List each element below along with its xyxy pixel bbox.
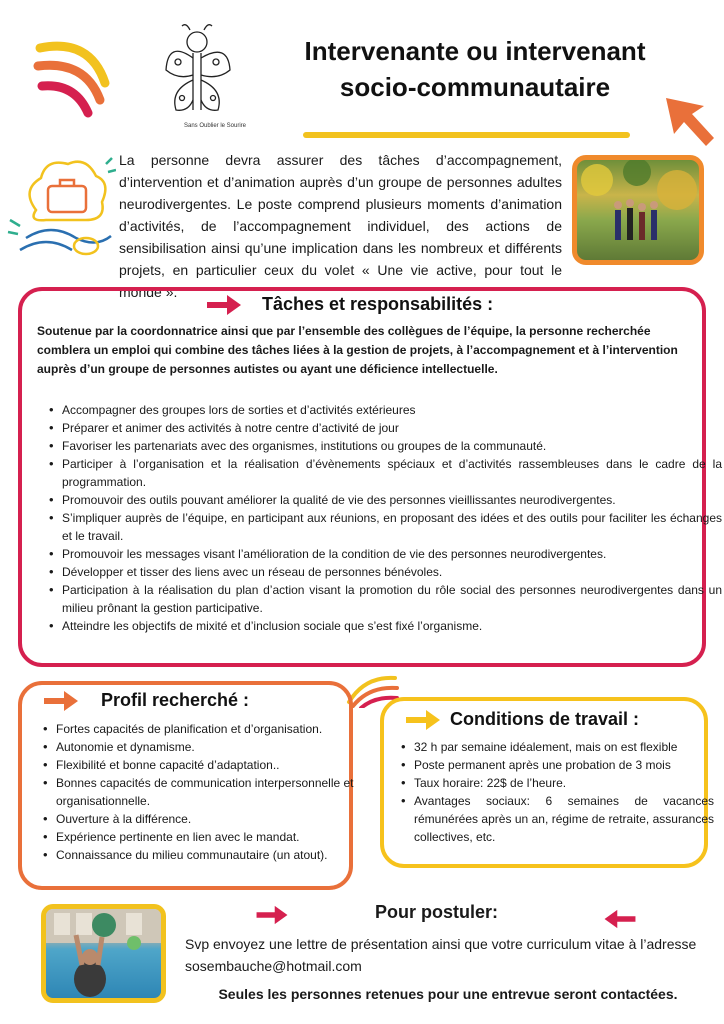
arrow-right-icon <box>256 905 288 925</box>
arrow-right-icon <box>406 709 440 731</box>
butterfly-logo <box>158 20 238 122</box>
list-item: • Développer et tisser des liens avec un réseau de personnes bénévoles. <box>62 563 722 581</box>
list-item: • Poste permanent après une probation de 3 mois <box>414 756 714 774</box>
taches-list <box>46 401 722 635</box>
apply-footer-note: Seules les personnes retenues pour une entrevue seront contactées. <box>218 986 678 1002</box>
list-item: • Connaissance du milieu communautaire (un atout). <box>56 846 356 864</box>
conditions-list <box>398 738 714 846</box>
profil-list <box>40 720 356 864</box>
list-item: • Promouvoir des outils pouvant améliorer la qualité de vie des personnes vieillissantes neurodivergentes. <box>62 491 722 509</box>
pool-activity-photo <box>41 904 166 1003</box>
list-item: • Promouvoir les messages visant l’amélioration de la condition de vie des personnes neurodivergentes. <box>62 545 722 563</box>
swirl-decoration <box>30 38 125 118</box>
page-title <box>290 34 660 106</box>
list-item: • Préparer et animer des activités à notre centre d’activité de jour <box>62 419 722 437</box>
list-item: • Expérience pertinente en lien avec le mandat. <box>56 828 356 846</box>
list-item: • Participer à l’organisation et la réalisation d’évènements spéciaux et d’activités rassembleuses dans le cadre de la programmation. <box>62 455 722 491</box>
list-item: • Ouverture à la différence. <box>56 810 356 828</box>
arrow-right-icon <box>44 690 78 712</box>
list-item: • 32 h par semaine idéalement, mais on est flexible <box>414 738 714 756</box>
title-underline <box>303 132 630 138</box>
taches-heading: Tâches et responsabilités : <box>262 294 494 314</box>
list-item: • Fortes capacités de planification et d’organisation. <box>56 720 356 738</box>
title-line-2: socio-communautaire <box>339 71 611 102</box>
briefcase-illustration <box>6 150 116 265</box>
apply-heading: Pour postuler: <box>375 902 499 922</box>
apply-instructions: Svp envoyez une lettre de présentation ainsi que votre curriculum vitae à l’adresse sosembauche@hotmail.com <box>185 936 697 974</box>
list-item: • Favoriser les partenariats avec des organismes, institutions ou groupes de la communauté. <box>62 437 722 455</box>
list-item: • Atteindre les objectifs de mixité et d’inclusion sociale que s’est fixé l’organisme. <box>62 617 722 635</box>
conditions-heading: Conditions de travail : <box>450 709 640 729</box>
list-item: • Participation à la réalisation du plan d’action visant la promotion du rôle social des personnes neurodivergentes dans un milieu prônant la gestion participative. <box>62 581 722 617</box>
list-item: • Bonnes capacités de communication interpersonnelle et organisationnelle. <box>56 774 356 810</box>
intro-paragraph: La personne devra assurer des tâches d’accompagnement, d’intervention et d’animation auprès d’un groupe de personnes adultes neurodivergentes. Le poste comprend plusieurs moments d’animation d’activités, de l’accompagnement individuel, des actions de sensibilisation ainsi qu’une implication dans les nombreux et différents projets, en particulier ceux du volet « Une vie active, pour tout le monde ». <box>119 152 562 300</box>
outdoor-group-photo <box>572 155 704 265</box>
list-item: • Accompagner des groupes lors de sorties et d’activités extérieures <box>62 401 722 419</box>
list-item: • Flexibilité et bonne capacité d’adaptation.. <box>56 756 356 774</box>
profil-heading: Profil recherché : <box>101 690 250 710</box>
taches-intro: Soutenue par la coordonnatrice ainsi que par l’ensemble des collègues de l’équipe, la personne recherchée comblera un emploi qui combine des tâches liées à la gestion de projets, à l’accompagnement et à l’intervention auprès d’un groupe de personnes autistes ou ayant une déficience intellectuelle. <box>37 324 678 376</box>
arrow-left-icon <box>604 909 636 929</box>
list-item: • Avantages sociaux: 6 semaines de vacances rémunérées après un an, régime de retraite, assurances collectives, etc. <box>414 792 714 846</box>
arrow-up-left-icon <box>660 92 720 152</box>
arrow-right-icon <box>207 294 241 316</box>
list-item: • Autonomie et dynamisme. <box>56 738 356 756</box>
logo-caption: Sans Oublier le Sourire <box>183 123 247 129</box>
title-line-1: Intervenante ou intervenant <box>304 36 646 66</box>
list-item: • S’impliquer auprès de l’équipe, en participant aux réunions, en proposant des idées et des outils pour faciliter les échanges et le travail. <box>62 509 722 545</box>
list-item: • Taux horaire: 22$ de l’heure. <box>414 774 714 792</box>
